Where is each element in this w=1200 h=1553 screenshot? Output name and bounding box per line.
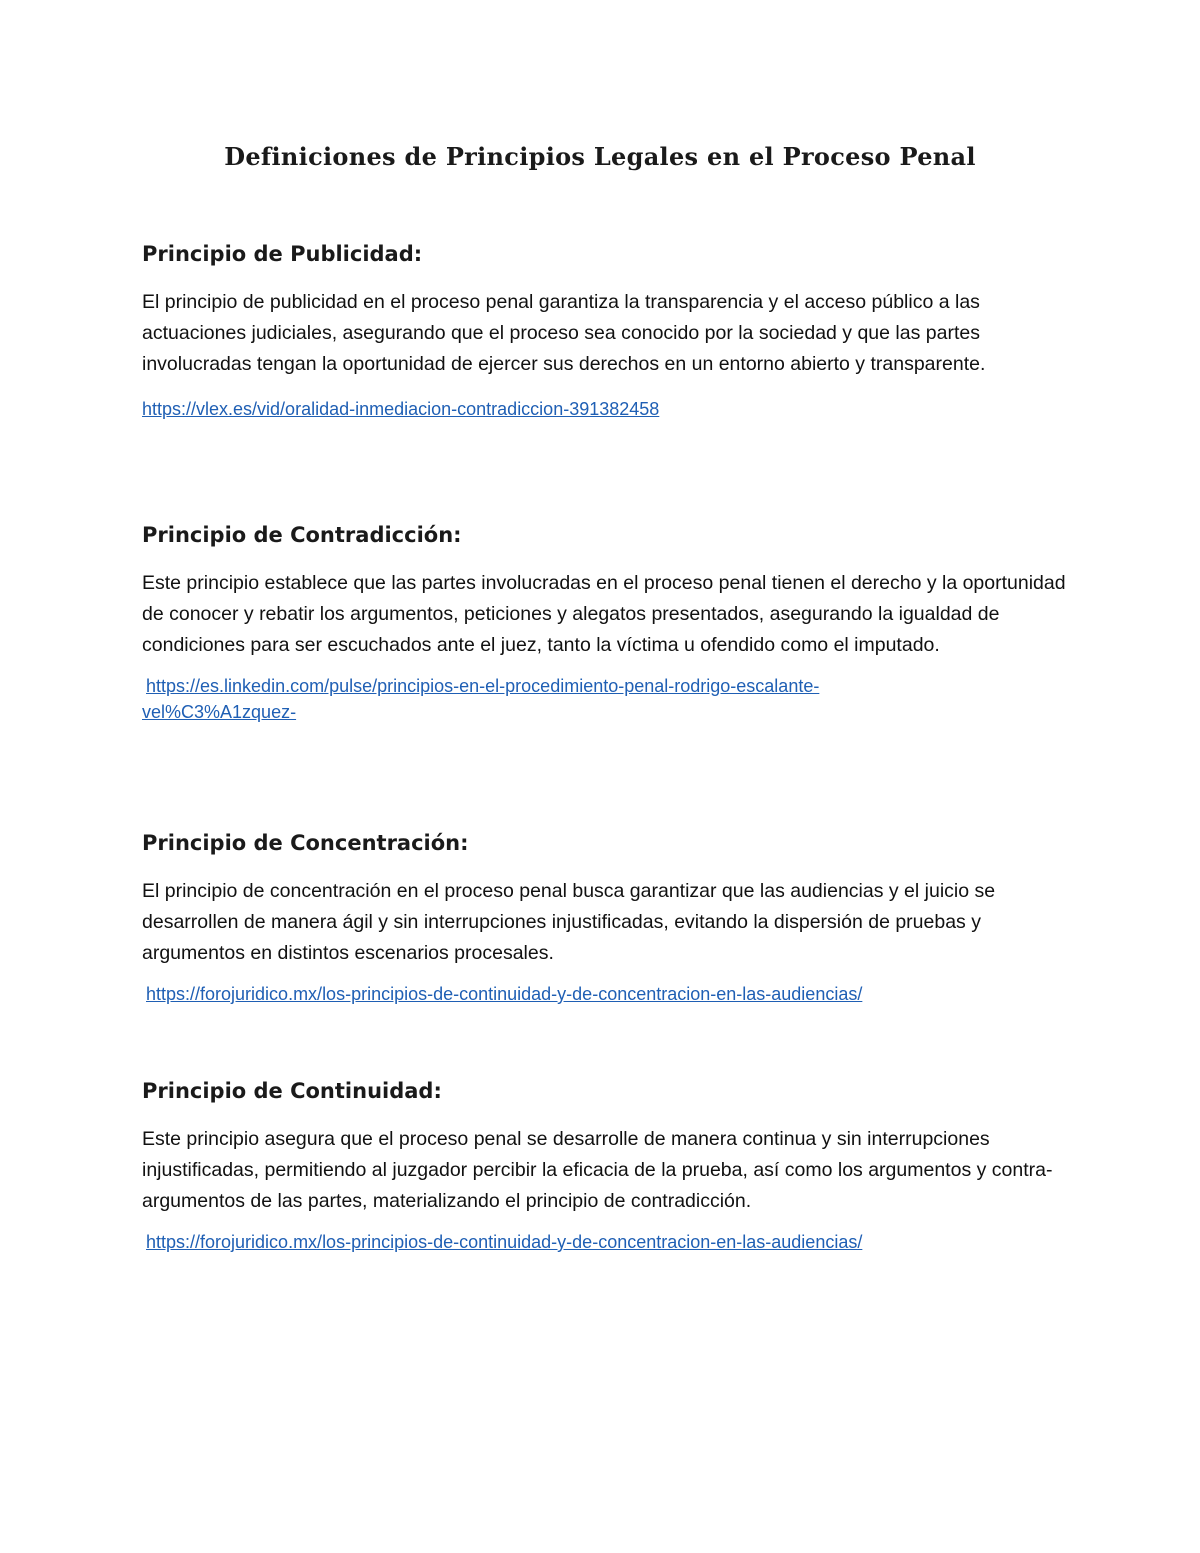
- section-contradiccion: [142, 521, 1082, 725]
- reference-link[interactable]: https://es.linkedin.com/pulse/principios-en-el-procedimiento-penal-rodrigo-escalante-: [146, 676, 820, 696]
- section-body: Este principio asegura que el proceso penal se desarrolle de manera continua y sin interrupciones injustificadas, permitiendo al juzgador percibir la eficacia de la prueba, así como los argumentos y contra-argumentos de las partes, materializando el principio de contradicción.: [142, 1128, 1053, 1212]
- section-heading: Principio de Continuidad:: [142, 1079, 442, 1103]
- document-title: Definiciones de Principios Legales en el Proceso Penal: [224, 142, 976, 171]
- reference-link[interactable]: https://forojuridico.mx/los-principios-de-continuidad-y-de-concentracion-en-las-audiencias/: [146, 1232, 863, 1252]
- reference-link[interactable]: https://vlex.es/vid/oralidad-inmediacion-contradiccion-391382458: [142, 399, 660, 419]
- section-heading: Principio de Publicidad:: [142, 242, 423, 266]
- section-body: Este principio establece que las partes involucradas en el proceso penal tienen el derecho y la oportunidad de conocer y rebatir los argumentos, peticiones y alegatos presentados, asegurando la igualdad de condiciones para ser escuchados ante el juez, tanto la víctima u ofendido como el imputado.: [142, 572, 1066, 656]
- section-body: El principio de concentración en el proceso penal busca garantizar que las audiencias y el juicio se desarrollen de manera ágil y sin interrupciones injustificadas, evitando la dispersión de pruebas y argumentos en distintos escenarios procesales.: [142, 880, 996, 964]
- section-body: El principio de publicidad en el proceso penal garantiza la transparencia y el acceso público a las actuaciones judiciales, asegurando que el proceso sea conocido por la sociedad y que las partes involucradas tengan la oportunidad de ejercer sus derechos en un entorno abierto y transparente.: [142, 291, 986, 375]
- section-publicidad: [142, 240, 1082, 422]
- section-heading: Principio de Contradicción:: [142, 523, 462, 547]
- reference-link-block: [142, 673, 1082, 725]
- section-heading: Principio de Concentración:: [142, 831, 469, 855]
- reference-link[interactable]: https://forojuridico.mx/los-principios-de-continuidad-y-de-concentracion-en-las-audiencias/: [146, 984, 863, 1004]
- section-concentracion: [142, 829, 1082, 1007]
- reference-link-continuation[interactable]: vel%C3%A1zquez-: [142, 702, 297, 722]
- section-continuidad: [142, 1077, 1082, 1255]
